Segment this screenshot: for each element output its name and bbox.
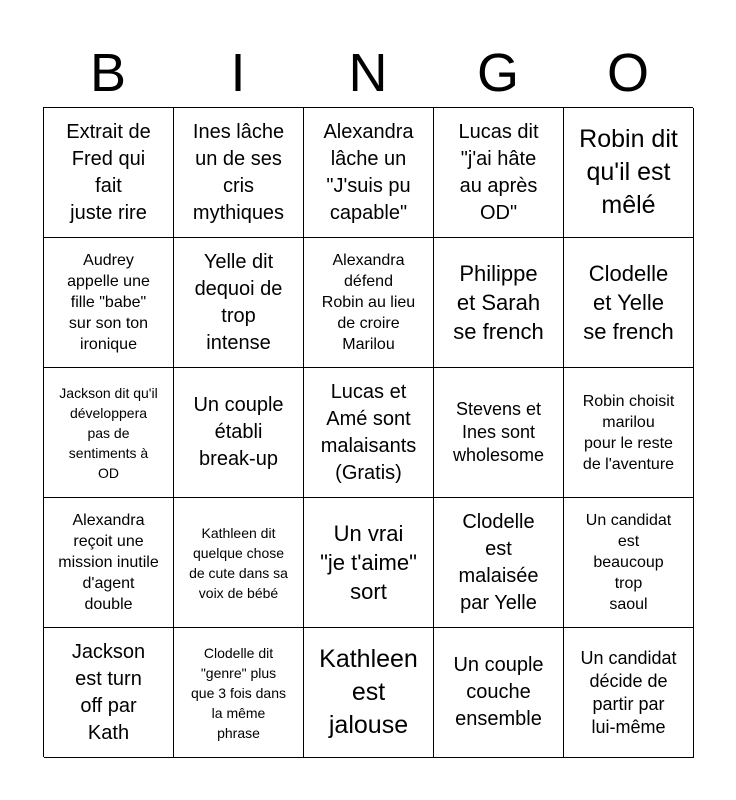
bingo-cell[interactable]	[304, 368, 434, 498]
header-letter-o: O	[606, 43, 649, 103]
bingo-cell-text: Kathleen dit quelque chose de cute dans sa voix de bébé	[189, 524, 288, 601]
bingo-cell[interactable]	[44, 498, 174, 628]
bingo-cell-text: Alexandra défend Robin au lieu de croire Marilou	[321, 252, 416, 353]
bingo-cell[interactable]	[434, 238, 564, 368]
bingo-cell-text: Un couple couche ensemble	[453, 654, 544, 730]
bingo-cell-text: Jackson est turn off par Kath	[71, 640, 146, 744]
header-letter-b: B	[89, 43, 127, 103]
bingo-cell[interactable]	[434, 498, 564, 628]
bingo-cell[interactable]	[174, 628, 304, 758]
bingo-cell-text: Alexandra reçoit une mission inutile d'agent double	[58, 512, 159, 613]
bingo-cell-text: Clodelle est malaisée par Yelle	[458, 510, 539, 614]
header-letter-g: G	[476, 43, 519, 103]
bingo-header	[43, 38, 693, 108]
bingo-cell[interactable]	[564, 238, 694, 368]
bingo-cell-text: Stevens et Ines sont wholesome	[452, 399, 545, 465]
bingo-cell[interactable]	[434, 628, 564, 758]
bingo-cell[interactable]	[564, 498, 694, 628]
bingo-cell[interactable]	[564, 368, 694, 498]
header-letter-n: N	[348, 43, 388, 103]
bingo-cell[interactable]	[304, 238, 434, 368]
bingo-cell[interactable]	[44, 368, 174, 498]
bingo-cell[interactable]	[174, 238, 304, 368]
bingo-cell[interactable]	[44, 108, 174, 238]
bingo-cell-text: Clodelle et Yelle se french	[583, 261, 674, 344]
bingo-cell-text: Clodelle dit "genre" plus que 3 fois dans la même phrase	[191, 644, 286, 741]
bingo-cell-text: Un couple établi break-up	[193, 394, 284, 470]
bingo-cell-text: Ines lâche un de ses cris mythiques	[192, 120, 285, 224]
bingo-cell[interactable]	[304, 498, 434, 628]
bingo-cell-text: Kathleen est jalouse	[319, 645, 418, 739]
bingo-cell-text: Robin dit qu'il est mêlé	[579, 125, 678, 219]
bingo-cell-text: Lucas et Amé sont malaisants (Gratis)	[320, 380, 417, 484]
bingo-cell-text: Philippe et Sarah se french	[453, 261, 544, 344]
bingo-cell-text: Un candidat décide de partir par lui-même	[580, 647, 677, 737]
bingo-cell[interactable]	[44, 238, 174, 368]
bingo-cell-text: Alexandra lâche un "J'suis pu capable"	[323, 120, 414, 224]
bingo-cell-text: Lucas dit "j'ai hâte au après OD"	[458, 120, 539, 224]
header-letter-i: I	[230, 43, 246, 103]
bingo-cell[interactable]	[44, 628, 174, 758]
bingo-cell-text: Extrait de Fred qui fait juste rire	[66, 120, 151, 224]
bingo-grid	[43, 107, 693, 757]
bingo-cell-text: Un candidat est beaucoup trop saoul	[585, 512, 672, 613]
bingo-cell-text: Yelle dit dequoi de trop intense	[194, 250, 283, 354]
bingo-cell[interactable]	[434, 368, 564, 498]
bingo-cell[interactable]	[174, 498, 304, 628]
bingo-cell[interactable]	[564, 628, 694, 758]
bingo-cell[interactable]	[564, 108, 694, 238]
bingo-cell-text: Robin choisit marilou pour le reste de l'aventure	[582, 392, 675, 473]
bingo-cell[interactable]	[434, 108, 564, 238]
bingo-cell-text: Jackson dit qu'il développera pas de sentiments à OD	[59, 384, 158, 481]
bingo-cell-text: Un vrai "je t'aime" sort	[320, 521, 417, 604]
bingo-cell[interactable]	[174, 108, 304, 238]
bingo-cell-text: Audrey appelle une fille "babe" sur son ton ironique	[67, 252, 150, 353]
bingo-cell[interactable]	[174, 368, 304, 498]
bingo-cell[interactable]	[304, 628, 434, 758]
bingo-cell[interactable]	[304, 108, 434, 238]
